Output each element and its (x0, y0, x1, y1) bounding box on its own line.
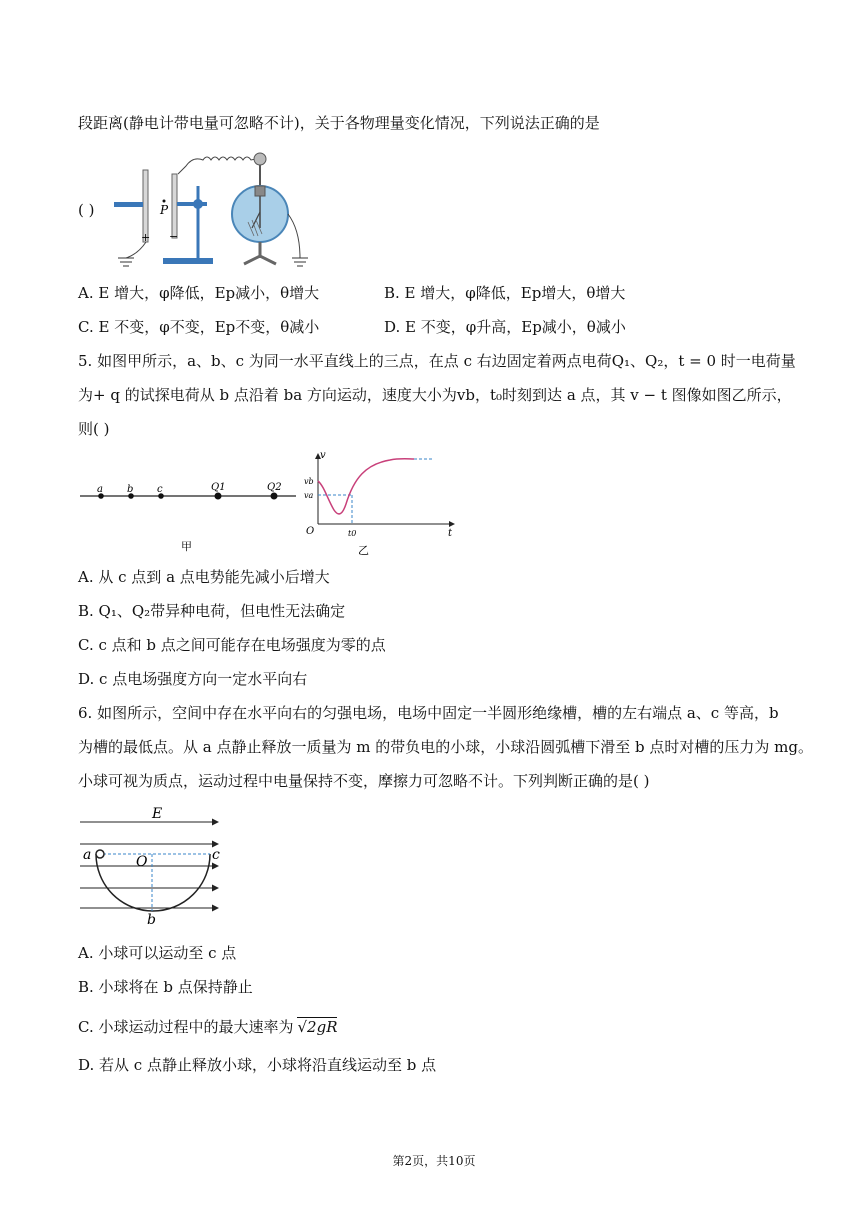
fig-jia-label-q1: Q1 (211, 482, 226, 493)
q5-line-3: 则( ) (78, 420, 110, 438)
q5-figure-jia-line (78, 470, 298, 556)
q6-figure-semicircle-groove (76, 804, 226, 926)
graph-va-label: va (304, 491, 314, 500)
fig-jia-label-c: c (157, 484, 163, 495)
fig-jia-label-a: a (97, 484, 103, 495)
groove-label-c: c (212, 847, 220, 863)
q5-option-d: D. c 点电场强度方向一定水平向右 (78, 670, 308, 688)
groove-label-a: a (83, 847, 92, 863)
q5-option-c: C. c 点和 b 点之间可能存在电场强度为零的点 (78, 636, 386, 654)
q4-option-a: A. E 增大，φ降低，Ep减小，θ增大 (78, 284, 320, 302)
q6-line-1: 6. 如图所示，空间中存在水平向右的匀强电场，电场中固定一半圆形绝缘槽，槽的左右端点 a、c 等高，b (78, 704, 779, 722)
plus-label: + (141, 231, 151, 244)
q4-option-d: D. E 不变，φ升高，Ep减小，θ减小 (384, 318, 626, 336)
q5-option-a: A. 从 c 点到 a 点电势能先减小后增大 (78, 568, 330, 586)
graph-v-label: v (320, 450, 326, 461)
q5-line-1: 5. 如图甲所示，a、b、c 为同一水平直线上的三点，在点 c 右边固定着两点电荷Q₁、Q₂，t = 0 时一电荷量 (78, 352, 796, 370)
q4-figure-capacitor-electrometer (108, 146, 318, 272)
page-footer: 第2页，共10页 (392, 1154, 476, 1168)
q6-line-2: 为槽的最低点。从 a 点静止释放一质量为 m 的带负电的小球，小球沿圆弧槽下滑至 b 点时对槽的压力为 mg。 (78, 738, 813, 756)
graph-vb-label: vb (304, 477, 314, 486)
fig-yi-caption: 乙 (358, 544, 369, 556)
fig-jia-caption: 甲 (181, 540, 192, 553)
q6-option-b: B. 小球将在 b 点保持静止 (78, 978, 253, 996)
graph-t0-label: t0 (348, 529, 357, 538)
fig-jia-label-q2: Q2 (267, 482, 282, 493)
q4-answer-paren: ( ) (78, 201, 95, 219)
q4-option-c: C. E 不变，φ不变，Ep不变，θ减小 (78, 318, 320, 336)
q5-option-b: B. Q₁、Q₂带异种电荷，但电性无法确定 (78, 602, 346, 620)
minus-label: − (169, 230, 179, 243)
q6-option-c-text: C. 小球运动过程中的最大速率为 (78, 1018, 294, 1036)
q6-option-c (78, 1016, 337, 1038)
groove-label-b: b (147, 912, 156, 926)
groove-label-o: O (136, 854, 148, 870)
q6-line-3: 小球可视为质点，运动过程中电量保持不变，摩擦力可忽略不计。下列判断正确的是( ) (78, 772, 650, 790)
q5-line-2: 为+ q 的试探电荷从 b 点沿着 ba 方向运动，速度大小为vb，t₀时刻到达 a 点，其 v − t 图像如图乙所示， (78, 386, 792, 404)
fig-jia-label-b: b (127, 484, 134, 495)
q6-option-a: A. 小球可以运动至 c 点 (78, 944, 237, 962)
q4-option-b: B. E 增大，φ降低，Ep增大，θ增大 (384, 284, 626, 302)
q4-intro: 段距离(静电计带电量可忽略不计)，关于各物理量变化情况，下列说法正确的是 (78, 114, 600, 132)
q6-option-d: D. 若从 c 点静止释放小球，小球将沿直线运动至 b 点 (78, 1056, 437, 1074)
q5-figure-yi-vt-graph (300, 448, 460, 556)
field-e-label: E (152, 806, 163, 822)
graph-t-label: t (448, 528, 453, 539)
q6-option-c-expression: √2gR (297, 1018, 338, 1036)
point-p-label: P (160, 203, 169, 217)
graph-origin-label: O (306, 526, 315, 537)
